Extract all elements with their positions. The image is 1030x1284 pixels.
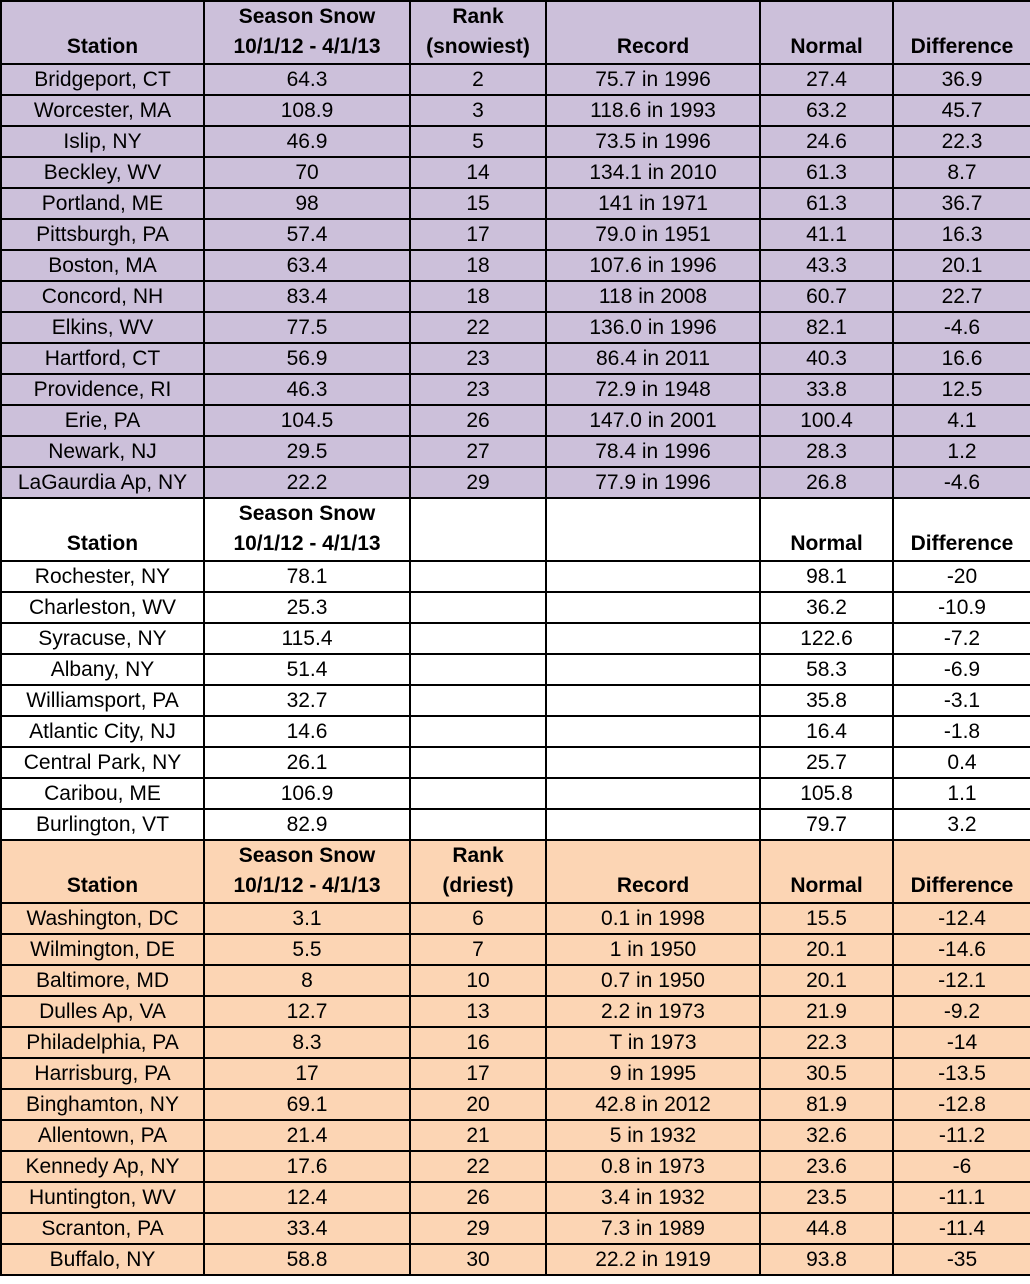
difference-cell: 16.6 — [893, 343, 1030, 374]
rank-cell — [410, 778, 546, 809]
station-cell: Syracuse, NY — [1, 623, 204, 654]
rank-cell: 22 — [410, 312, 546, 343]
season-snow-header — [204, 1, 410, 64]
table-row — [1, 934, 1030, 965]
difference-cell: -14 — [893, 1027, 1030, 1058]
difference-cell: 36.9 — [893, 64, 1030, 95]
rank-cell: 13 — [410, 996, 546, 1027]
normal-cell: 82.1 — [760, 312, 893, 343]
table-row — [1, 157, 1030, 188]
normal-cell: 98.1 — [760, 561, 893, 592]
rank-cell — [410, 561, 546, 592]
station-cell: Baltimore, MD — [1, 965, 204, 996]
station-cell: Scranton, PA — [1, 1213, 204, 1244]
record-header — [546, 498, 760, 561]
record-header-text: Record — [616, 874, 690, 897]
normal-cell: 27.4 — [760, 64, 893, 95]
normal-cell: 23.6 — [760, 1151, 893, 1182]
table-row — [1, 747, 1030, 778]
table-row — [1, 561, 1030, 592]
normal-cell: 63.2 — [760, 95, 893, 126]
rank-cell: 16 — [410, 1027, 546, 1058]
table-row — [1, 1058, 1030, 1089]
normal-cell: 20.1 — [760, 965, 893, 996]
season-snow-cell: 8.3 — [204, 1027, 410, 1058]
station-cell: Philadelphia, PA — [1, 1027, 204, 1058]
difference-cell: -13.5 — [893, 1058, 1030, 1089]
record-cell: 78.4 in 1996 — [546, 436, 760, 467]
station-cell: Rochester, NY — [1, 561, 204, 592]
season-snow-cell: 14.6 — [204, 716, 410, 747]
record-cell — [546, 716, 760, 747]
record-cell: 75.7 in 1996 — [546, 64, 760, 95]
difference-cell: 45.7 — [893, 95, 1030, 126]
season-snow-cell: 108.9 — [204, 95, 410, 126]
normal-cell: 61.3 — [760, 188, 893, 219]
record-cell: 141 in 1971 — [546, 188, 760, 219]
season-snow-header — [204, 840, 410, 903]
station-cell: Atlantic City, NJ — [1, 716, 204, 747]
record-cell: 147.0 in 2001 — [546, 405, 760, 436]
station-cell: LaGaurdia Ap, NY — [1, 467, 204, 498]
normal-cell: 25.7 — [760, 747, 893, 778]
difference-cell: -6 — [893, 1151, 1030, 1182]
season-snow-cell: 70 — [204, 157, 410, 188]
table-row — [1, 716, 1030, 747]
record-cell: 134.1 in 2010 — [546, 157, 760, 188]
station-cell: Central Park, NY — [1, 747, 204, 778]
station-header-text: Station — [66, 35, 139, 58]
season-snow-cell: 63.4 — [204, 250, 410, 281]
table-row — [1, 467, 1030, 498]
station-header-text: Station — [66, 874, 139, 897]
difference-cell: -35 — [893, 1244, 1030, 1275]
difference-cell: 22.3 — [893, 126, 1030, 157]
rank-cell: 22 — [410, 1151, 546, 1182]
normal-cell: 61.3 — [760, 157, 893, 188]
normal-cell: 44.8 — [760, 1213, 893, 1244]
station-cell: Hartford, CT — [1, 343, 204, 374]
season-snow-header-text: Season Snow — [238, 5, 376, 28]
rank-cell: 3 — [410, 95, 546, 126]
rank-cell — [410, 685, 546, 716]
station-cell: Portland, ME — [1, 188, 204, 219]
rank-cell: 2 — [410, 64, 546, 95]
table-row — [1, 250, 1030, 281]
difference-header-text: Difference — [910, 35, 1014, 58]
season-snow-cell: 46.9 — [204, 126, 410, 157]
normal-cell: 105.8 — [760, 778, 893, 809]
station-header — [1, 840, 204, 903]
station-header-text: Station — [66, 532, 139, 555]
record-cell: 136.0 in 1996 — [546, 312, 760, 343]
difference-cell: 16.3 — [893, 219, 1030, 250]
season-snow-cell: 12.4 — [204, 1182, 410, 1213]
difference-header — [893, 1, 1030, 64]
station-cell: Erie, PA — [1, 405, 204, 436]
normal-header — [760, 498, 893, 561]
season-snow-cell: 58.8 — [204, 1244, 410, 1275]
difference-cell: 1.2 — [893, 436, 1030, 467]
record-cell — [546, 809, 760, 840]
difference-cell: -12.8 — [893, 1089, 1030, 1120]
station-cell: Allentown, PA — [1, 1120, 204, 1151]
record-cell — [546, 778, 760, 809]
difference-cell: -9.2 — [893, 996, 1030, 1027]
table-row — [1, 809, 1030, 840]
station-cell: Bridgeport, CT — [1, 64, 204, 95]
record-cell: 7.3 in 1989 — [546, 1213, 760, 1244]
season-snow-cell: 3.1 — [204, 903, 410, 934]
station-cell: Huntington, WV — [1, 1182, 204, 1213]
rank-cell: 23 — [410, 374, 546, 405]
station-cell: Buffalo, NY — [1, 1244, 204, 1275]
table-row — [1, 1182, 1030, 1213]
difference-cell: -20 — [893, 561, 1030, 592]
normal-cell: 35.8 — [760, 685, 893, 716]
difference-cell: -4.6 — [893, 467, 1030, 498]
season-snow-cell: 51.4 — [204, 654, 410, 685]
record-cell: 5 in 1932 — [546, 1120, 760, 1151]
record-cell: 22.2 in 1919 — [546, 1244, 760, 1275]
normal-cell: 93.8 — [760, 1244, 893, 1275]
difference-cell: 0.4 — [893, 747, 1030, 778]
table-row — [1, 903, 1030, 934]
record-cell: 118.6 in 1993 — [546, 95, 760, 126]
normal-cell: 26.8 — [760, 467, 893, 498]
normal-cell: 30.5 — [760, 1058, 893, 1089]
season-snow-cell: 98 — [204, 188, 410, 219]
table-row — [1, 405, 1030, 436]
season-snow-cell: 32.7 — [204, 685, 410, 716]
table-row — [1, 1244, 1030, 1275]
table-row — [1, 778, 1030, 809]
normal-cell: 100.4 — [760, 405, 893, 436]
normal-cell: 33.8 — [760, 374, 893, 405]
station-cell: Elkins, WV — [1, 312, 204, 343]
season-snow-cell: 56.9 — [204, 343, 410, 374]
difference-header — [893, 840, 1030, 903]
rank-header-text: (snowiest) — [426, 35, 530, 58]
season-snow-cell: 64.3 — [204, 64, 410, 95]
table-row — [1, 1089, 1030, 1120]
normal-cell: 60.7 — [760, 281, 893, 312]
normal-cell: 79.7 — [760, 809, 893, 840]
difference-cell: -10.9 — [893, 592, 1030, 623]
station-cell: Boston, MA — [1, 250, 204, 281]
table-row — [1, 64, 1030, 95]
record-cell — [546, 747, 760, 778]
rank-cell: 5 — [410, 126, 546, 157]
table-row — [1, 996, 1030, 1027]
difference-header-text: Difference — [910, 532, 1014, 555]
season-snow-cell: 57.4 — [204, 219, 410, 250]
table-row — [1, 1120, 1030, 1151]
normal-cell: 32.6 — [760, 1120, 893, 1151]
record-cell — [546, 654, 760, 685]
rank-cell — [410, 592, 546, 623]
season-snow-cell: 17 — [204, 1058, 410, 1089]
normal-cell: 81.9 — [760, 1089, 893, 1120]
rank-cell — [410, 809, 546, 840]
rank-cell: 6 — [410, 903, 546, 934]
rank-cell: 30 — [410, 1244, 546, 1275]
season-snow-cell: 21.4 — [204, 1120, 410, 1151]
season-snow-cell: 12.7 — [204, 996, 410, 1027]
record-cell: 9 in 1995 — [546, 1058, 760, 1089]
table-row — [1, 126, 1030, 157]
season-snow-header-text: 10/1/12 - 4/1/13 — [233, 35, 381, 58]
table-row — [1, 685, 1030, 716]
season-snow-cell: 22.2 — [204, 467, 410, 498]
record-cell: 72.9 in 1948 — [546, 374, 760, 405]
rank-cell — [410, 716, 546, 747]
station-cell: Williamsport, PA — [1, 685, 204, 716]
record-cell: 0.7 in 1950 — [546, 965, 760, 996]
table-row — [1, 436, 1030, 467]
rank-cell: 27 — [410, 436, 546, 467]
rank-header-text: (driest) — [442, 874, 514, 897]
difference-cell: -14.6 — [893, 934, 1030, 965]
season-snow-cell: 78.1 — [204, 561, 410, 592]
normal-cell: 21.9 — [760, 996, 893, 1027]
station-cell: Wilmington, DE — [1, 934, 204, 965]
normal-cell: 40.3 — [760, 343, 893, 374]
station-cell: Burlington, VT — [1, 809, 204, 840]
difference-cell: 12.5 — [893, 374, 1030, 405]
normal-header-text: Normal — [790, 874, 863, 897]
difference-cell: -6.9 — [893, 654, 1030, 685]
season-snow-header-text: 10/1/12 - 4/1/13 — [233, 532, 381, 555]
rank-cell — [410, 747, 546, 778]
rank-header — [410, 840, 546, 903]
record-cell: 0.1 in 1998 — [546, 903, 760, 934]
station-header — [1, 1, 204, 64]
table-row — [1, 623, 1030, 654]
rank-cell: 15 — [410, 188, 546, 219]
station-cell: Islip, NY — [1, 126, 204, 157]
record-header — [546, 840, 760, 903]
rank-header — [410, 1, 546, 64]
difference-cell: 8.7 — [893, 157, 1030, 188]
normal-header — [760, 1, 893, 64]
normal-cell: 16.4 — [760, 716, 893, 747]
station-cell: Albany, NY — [1, 654, 204, 685]
season-snow-cell: 17.6 — [204, 1151, 410, 1182]
rank-cell: 29 — [410, 1213, 546, 1244]
normal-cell: 122.6 — [760, 623, 893, 654]
difference-cell: 20.1 — [893, 250, 1030, 281]
normal-cell: 15.5 — [760, 903, 893, 934]
station-cell: Providence, RI — [1, 374, 204, 405]
rank-header — [410, 498, 546, 561]
record-cell: 79.0 in 1951 — [546, 219, 760, 250]
table-row — [1, 1027, 1030, 1058]
difference-cell: -11.1 — [893, 1182, 1030, 1213]
difference-cell: -1.8 — [893, 716, 1030, 747]
rank-cell — [410, 623, 546, 654]
rank-cell: 18 — [410, 281, 546, 312]
rank-cell: 17 — [410, 219, 546, 250]
difference-cell: 3.2 — [893, 809, 1030, 840]
record-cell: 86.4 in 2011 — [546, 343, 760, 374]
rank-cell: 21 — [410, 1120, 546, 1151]
season-snow-cell: 106.9 — [204, 778, 410, 809]
table-row — [1, 592, 1030, 623]
station-cell: Dulles Ap, VA — [1, 996, 204, 1027]
record-cell: 1 in 1950 — [546, 934, 760, 965]
snowiest-header-row — [1, 1, 1030, 64]
normal-cell: 36.2 — [760, 592, 893, 623]
station-cell: Kennedy Ap, NY — [1, 1151, 204, 1182]
station-cell: Harrisburg, PA — [1, 1058, 204, 1089]
season-snow-cell: 83.4 — [204, 281, 410, 312]
rank-cell: 14 — [410, 157, 546, 188]
normal-header — [760, 840, 893, 903]
record-cell: T in 1973 — [546, 1027, 760, 1058]
difference-cell: 36.7 — [893, 188, 1030, 219]
difference-cell: -3.1 — [893, 685, 1030, 716]
rank-cell: 7 — [410, 934, 546, 965]
season-snow-header-text: Season Snow — [238, 844, 376, 867]
season-snow-cell: 25.3 — [204, 592, 410, 623]
table-row — [1, 374, 1030, 405]
rank-cell: 10 — [410, 965, 546, 996]
difference-header — [893, 498, 1030, 561]
normal-cell: 28.3 — [760, 436, 893, 467]
driest-header-row — [1, 840, 1030, 903]
season-snow-cell: 29.5 — [204, 436, 410, 467]
rank-header-text: Rank — [452, 844, 504, 867]
table-row — [1, 312, 1030, 343]
station-cell: Pittsburgh, PA — [1, 219, 204, 250]
normal-cell: 20.1 — [760, 934, 893, 965]
station-cell: Caribou, ME — [1, 778, 204, 809]
normal-cell: 43.3 — [760, 250, 893, 281]
record-cell: 77.9 in 1996 — [546, 467, 760, 498]
record-cell — [546, 685, 760, 716]
normal-header-text: Normal — [790, 532, 863, 555]
season-snow-cell: 8 — [204, 965, 410, 996]
record-cell: 42.8 in 2012 — [546, 1089, 760, 1120]
rank-cell — [410, 654, 546, 685]
middle-header-row — [1, 498, 1030, 561]
season-snow-header-text: Season Snow — [238, 502, 376, 525]
table-row — [1, 1213, 1030, 1244]
record-cell: 3.4 in 1932 — [546, 1182, 760, 1213]
table-row — [1, 219, 1030, 250]
season-snow-header-text: 10/1/12 - 4/1/13 — [233, 874, 381, 897]
difference-cell: 22.7 — [893, 281, 1030, 312]
difference-cell: 4.1 — [893, 405, 1030, 436]
record-header — [546, 1, 760, 64]
record-cell: 118 in 2008 — [546, 281, 760, 312]
rank-cell: 26 — [410, 405, 546, 436]
difference-cell: -11.2 — [893, 1120, 1030, 1151]
station-cell: Newark, NJ — [1, 436, 204, 467]
rank-cell: 18 — [410, 250, 546, 281]
station-cell: Concord, NH — [1, 281, 204, 312]
rank-header-text: Rank — [452, 5, 504, 28]
station-cell: Charleston, WV — [1, 592, 204, 623]
record-cell — [546, 592, 760, 623]
table-row — [1, 188, 1030, 219]
table-row — [1, 95, 1030, 126]
rank-cell: 26 — [410, 1182, 546, 1213]
normal-cell: 22.3 — [760, 1027, 893, 1058]
record-cell: 107.6 in 1996 — [546, 250, 760, 281]
station-cell: Worcester, MA — [1, 95, 204, 126]
season-snow-cell: 33.4 — [204, 1213, 410, 1244]
season-snow-header — [204, 498, 410, 561]
table-row — [1, 965, 1030, 996]
record-cell: 2.2 in 1973 — [546, 996, 760, 1027]
rank-cell: 23 — [410, 343, 546, 374]
table-row — [1, 343, 1030, 374]
season-snow-cell: 69.1 — [204, 1089, 410, 1120]
station-cell: Washington, DC — [1, 903, 204, 934]
season-snow-cell: 104.5 — [204, 405, 410, 436]
difference-cell: -7.2 — [893, 623, 1030, 654]
normal-cell: 58.3 — [760, 654, 893, 685]
table-row — [1, 281, 1030, 312]
record-cell — [546, 623, 760, 654]
station-header — [1, 498, 204, 561]
difference-cell: -12.1 — [893, 965, 1030, 996]
normal-header-text: Normal — [790, 35, 863, 58]
rank-cell: 20 — [410, 1089, 546, 1120]
season-snow-cell: 26.1 — [204, 747, 410, 778]
record-cell: 73.5 in 1996 — [546, 126, 760, 157]
record-cell — [546, 561, 760, 592]
season-snow-cell: 5.5 — [204, 934, 410, 965]
season-snow-cell: 46.3 — [204, 374, 410, 405]
normal-cell: 24.6 — [760, 126, 893, 157]
normal-cell: 23.5 — [760, 1182, 893, 1213]
season-snow-cell: 115.4 — [204, 623, 410, 654]
season-snow-cell: 82.9 — [204, 809, 410, 840]
difference-cell: -11.4 — [893, 1213, 1030, 1244]
station-cell: Beckley, WV — [1, 157, 204, 188]
difference-cell: 1.1 — [893, 778, 1030, 809]
difference-cell: -4.6 — [893, 312, 1030, 343]
station-cell: Binghamton, NY — [1, 1089, 204, 1120]
record-cell: 0.8 in 1973 — [546, 1151, 760, 1182]
table-row — [1, 1151, 1030, 1182]
normal-cell: 41.1 — [760, 219, 893, 250]
rank-cell: 29 — [410, 467, 546, 498]
record-header-text: Record — [616, 35, 690, 58]
difference-cell: -12.4 — [893, 903, 1030, 934]
table-row — [1, 654, 1030, 685]
season-snow-cell: 77.5 — [204, 312, 410, 343]
rank-cell: 17 — [410, 1058, 546, 1089]
difference-header-text: Difference — [910, 874, 1014, 897]
